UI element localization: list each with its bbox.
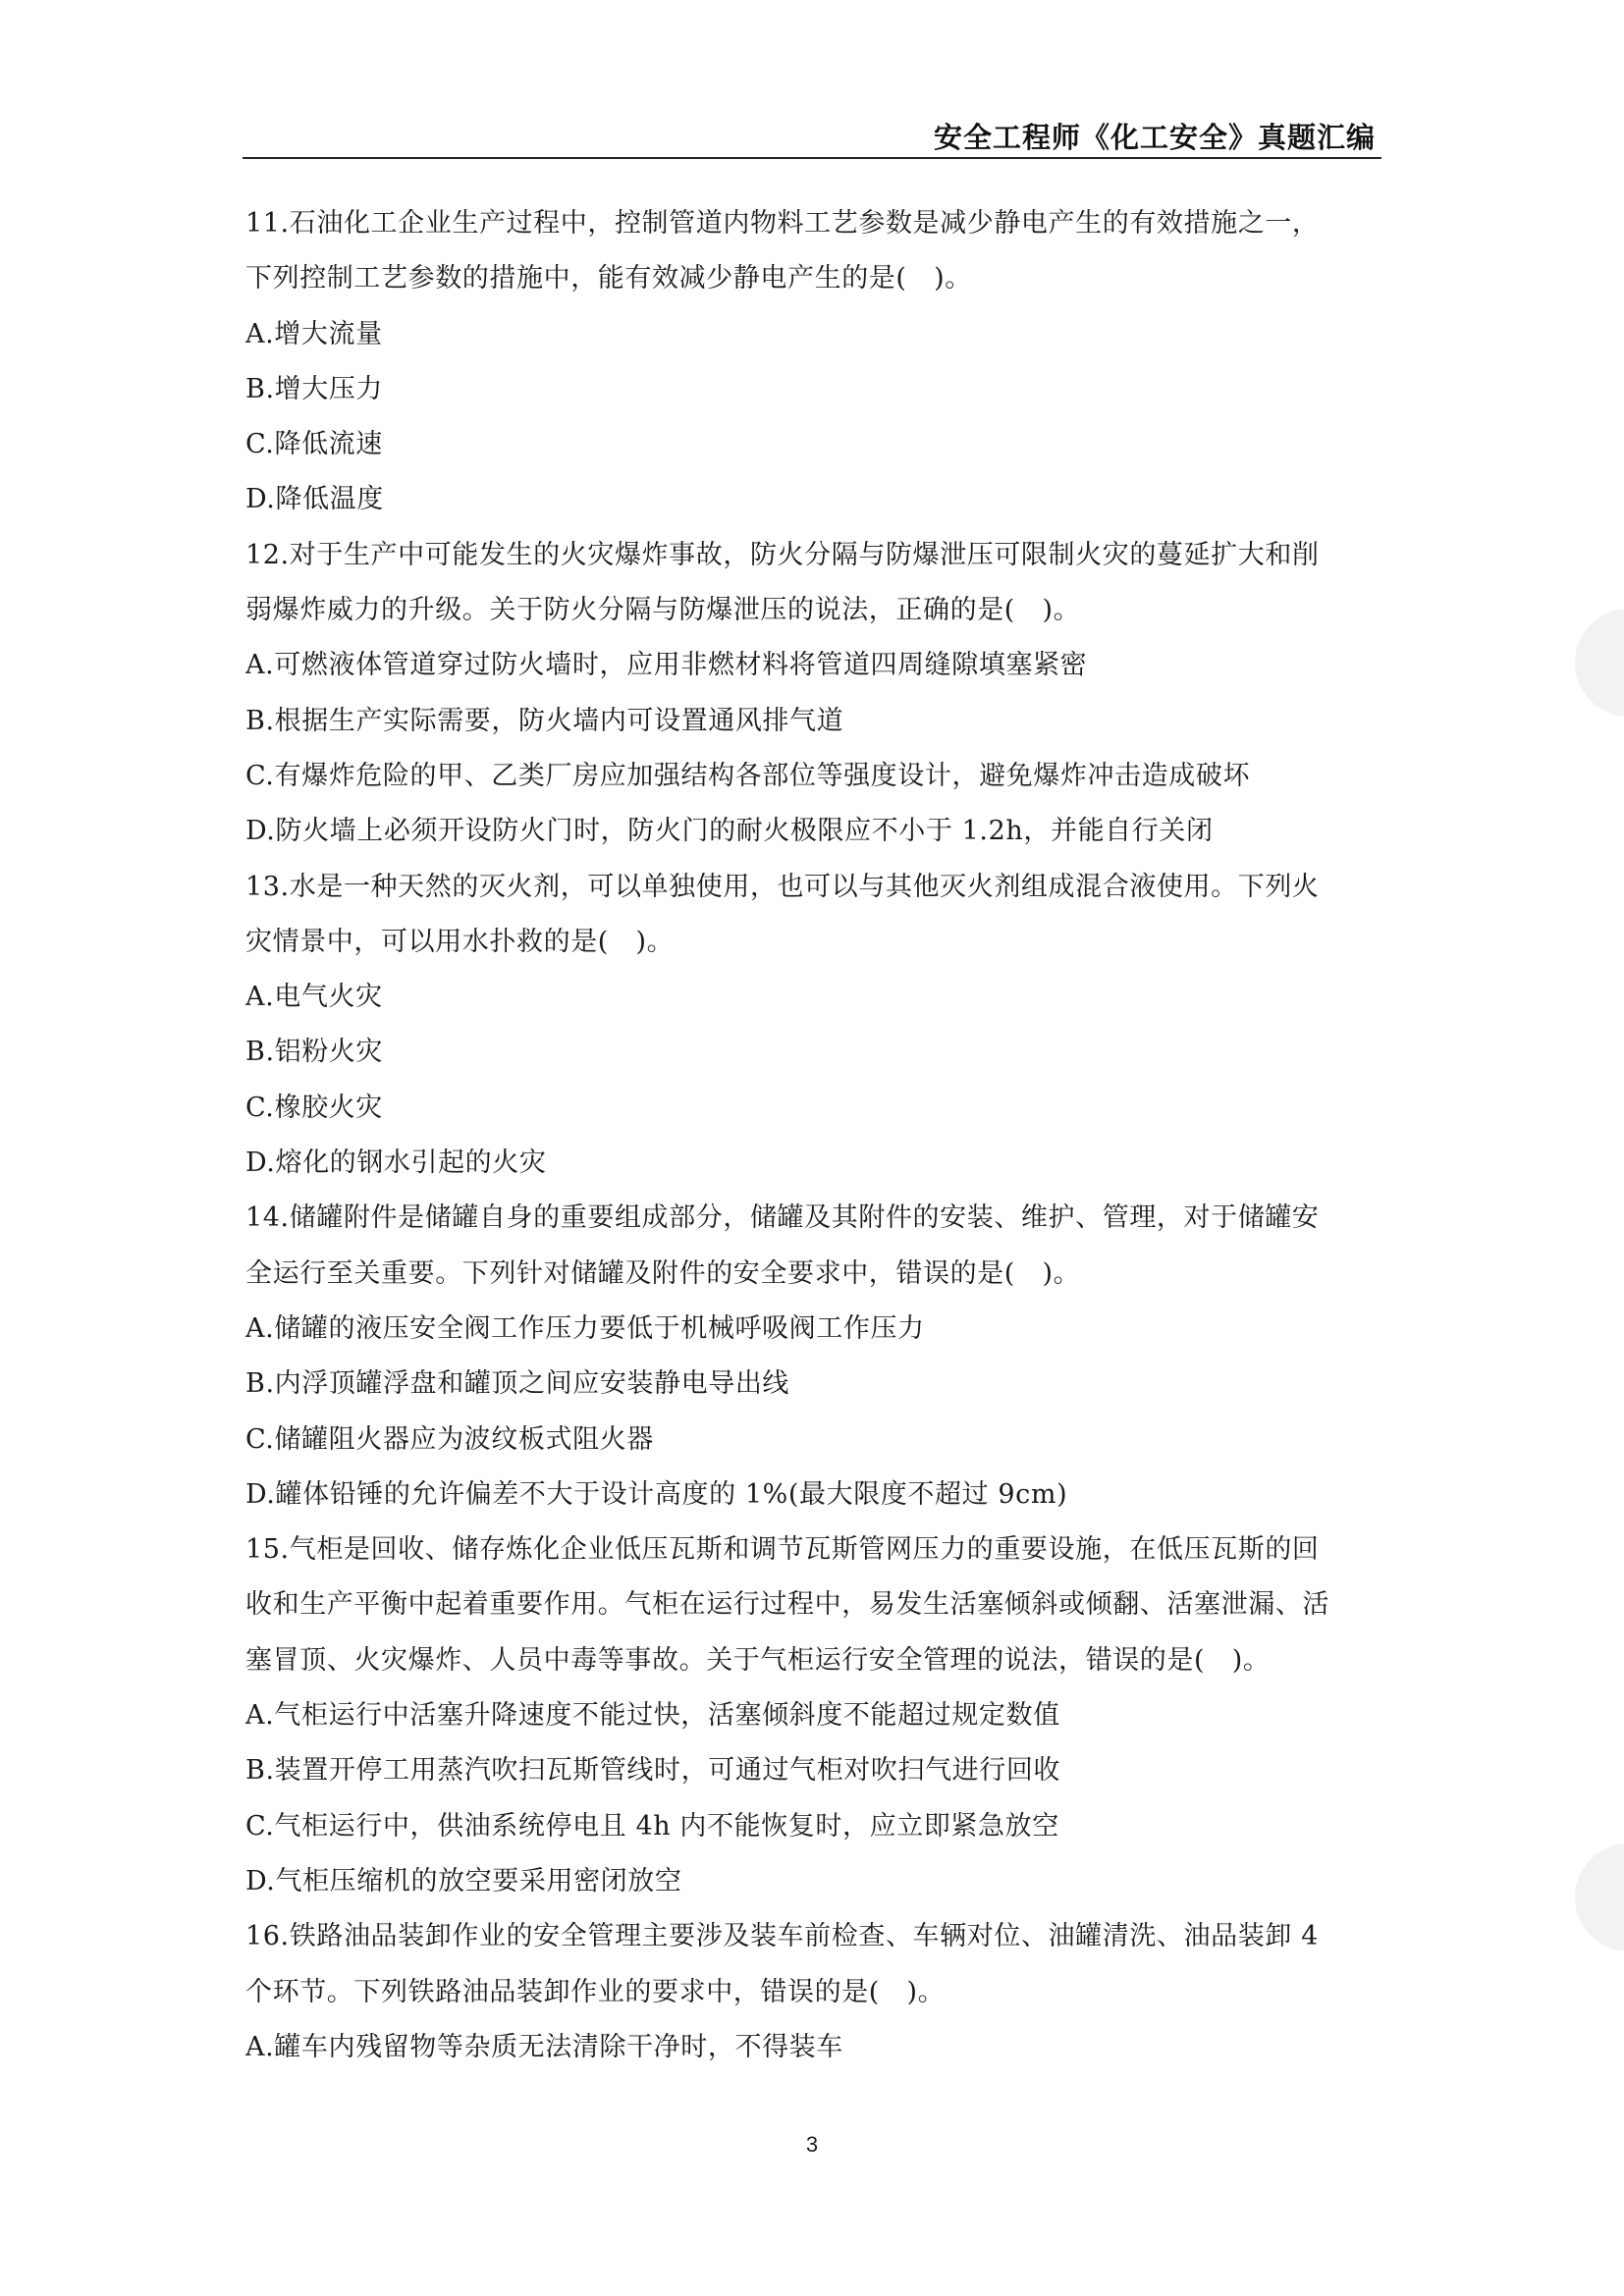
question-content [245,196,1382,2075]
text-line: B.装置开停工用蒸汽吹扫瓦斯管线时，可通过气柜对吹扫气进行回收 [245,1755,1061,1787]
edge-tab-lower [1575,1843,1624,1951]
text-line: B.根据生产实际需要，防火墙内可设置通风排气道 [245,705,844,736]
text-line: C.降低流速 [245,429,383,460]
text-line: 收和生产平衡中起着重要作用。气柜在运行过程中，易发生活塞倾斜或倾翻、活塞泄漏、活 [245,1589,1329,1621]
text-line: D.熔化的钢水引起的火灾 [245,1148,547,1179]
text-line: B.增大压力 [245,373,384,404]
text-line: 11.石油化工企业生产过程中，控制管道内物料工艺参数是减少静电产生的有效措施之一， [245,208,1320,239]
edge-tab-upper [1575,609,1624,717]
text-line: A.电气火灾 [245,982,383,1013]
text-line: 灾情景中，可以用水扑救的是( )。 [245,926,675,957]
text-line: 个环节。下列铁路油品装卸作业的要求中，错误的是( )。 [245,1976,946,2007]
text-line: D.气柜压缩机的放空要采用密闭放空 [245,1865,682,1896]
text-line: C.橡胶火灾 [245,1092,383,1123]
text-line: 15.气柜是回收、储存炼化企业低压瓦斯和调节瓦斯管网压力的重要设施，在低压瓦斯的回 [245,1534,1320,1566]
text-line: A.增大流量 [245,318,383,349]
text-line: A.气柜运行中活塞升降速度不能过快，活塞倾斜度不能超过规定数值 [245,1700,1060,1732]
text-line: 全运行至关重要。下列针对储罐及附件的安全要求中，错误的是( )。 [245,1257,1081,1289]
text-line: A.罐车内残留物等杂质无法清除干净时，不得装车 [245,2031,843,2062]
text-line: 13.水是一种天然的灭火剂，可以单独使用，也可以与其他灭火剂组成混合液使用。下列火 [245,871,1320,902]
text-line: D.防火墙上必须开设防火门时，防火门的耐火极限应不小于 1.2h，并能自行关闭 [245,816,1214,847]
text-line: B.铝粉火灾 [245,1037,384,1068]
text-line: A.可燃液体管道穿过防火墙时，应用非燃材料将管道四周缝隙填塞紧密 [245,650,1088,681]
text-line: D.降低温度 [245,484,384,515]
header-title: 安全工程师《化工安全》真题汇编 [933,121,1376,154]
text-line: C.气柜运行中，供油系统停电且 4h 内不能恢复时，应立即紧急放空 [245,1810,1059,1842]
text-line: 12.对于生产中可能发生的火灾爆炸事故，防火分隔与防爆泄压可限制火灾的蔓延扩大和削 [245,539,1320,570]
text-line: C.有爆炸危险的甲、乙类厂房应加强结构各部位等强度设计，避免爆炸冲击造成破坏 [245,760,1251,791]
text-line: A.储罐的液压安全阀工作压力要低于机械呼吸阀工作压力 [245,1312,925,1344]
text-line: D.罐体铅锤的允许偏差不大于设计高度的 1%(最大限度不超过 9cm) [245,1478,1068,1510]
text-line: C.储罐阻火器应为波纹板式阻火器 [245,1423,654,1455]
text-line: 下列控制工艺参数的措施中，能有效减少静电产生的是( )。 [245,263,972,294]
text-line: 14.储罐附件是储罐自身的重要组成部分，储罐及其附件的安装、维护、管理，对于储罐安 [245,1202,1320,1234]
text-line: B.内浮顶罐浮盘和罐顶之间应安装静电导出线 [245,1368,790,1400]
page-header [243,110,1381,159]
text-line: 弱爆炸威力的升级。关于防火分隔与防爆泄压的说法，正确的是( )。 [245,595,1081,626]
page-number: 3 [805,2132,819,2157]
text-line: 塞冒顶、火灾爆炸、人员中毒等事故。关于气柜运行安全管理的说法，错误的是( )。 [245,1644,1271,1676]
text-line: 16.铁路油品装卸作业的安全管理主要涉及装车前检查、车辆对位、油罐清洗、油品装卸 4 [245,1921,1319,1952]
